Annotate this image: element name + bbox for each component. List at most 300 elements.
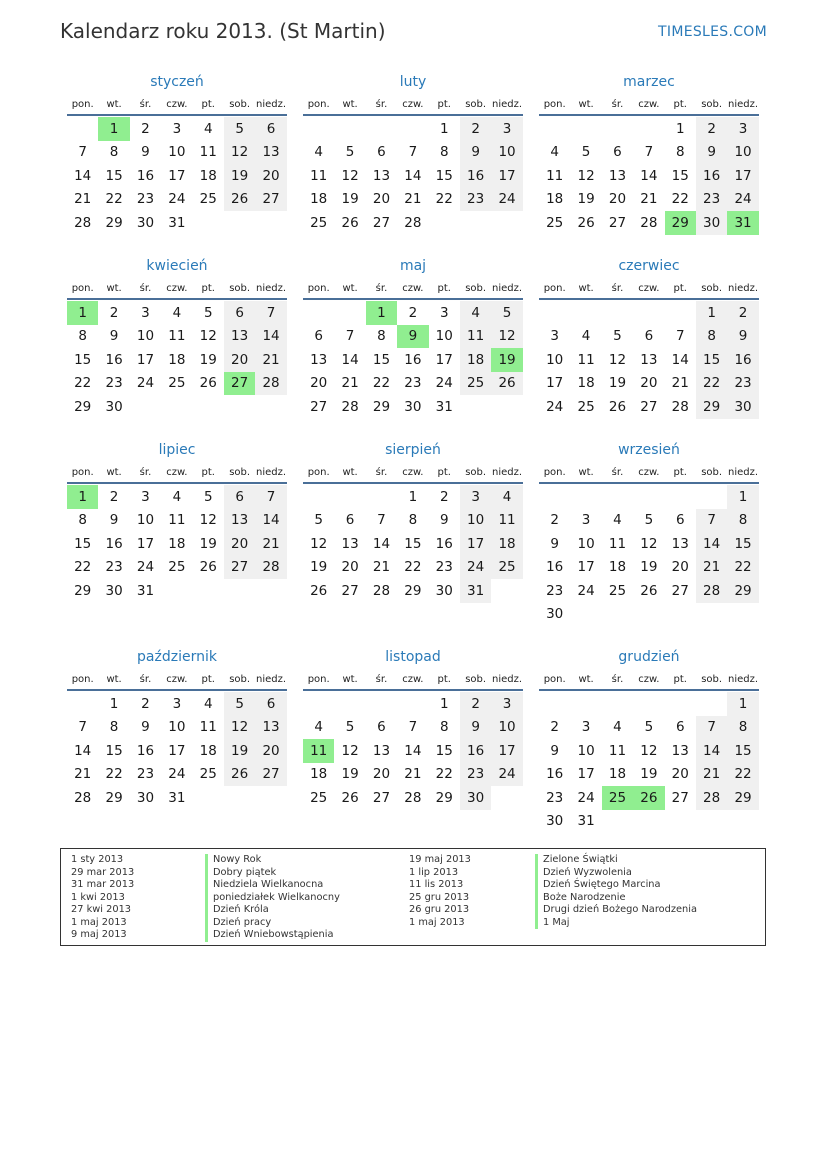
empty-cell bbox=[633, 301, 664, 325]
day-cell: 23 bbox=[460, 188, 491, 212]
day-cell: 25 bbox=[608, 582, 627, 599]
month-name: listopad bbox=[385, 649, 441, 665]
weekday-label: czw. bbox=[402, 674, 424, 685]
day-cell: 14 bbox=[696, 739, 727, 763]
day-cell: 6 bbox=[675, 512, 685, 529]
day-cell: 13 bbox=[671, 535, 689, 552]
day-cell: 23 bbox=[435, 559, 453, 576]
weekday-label: pon. bbox=[71, 674, 94, 685]
weekday-label: pon. bbox=[543, 674, 566, 685]
weekday-label: sob. bbox=[701, 467, 723, 478]
day-cell: 19 bbox=[199, 535, 217, 552]
day-cell: 18 bbox=[199, 742, 217, 759]
day-cell: 10 bbox=[168, 719, 186, 736]
day-cell: 18 bbox=[310, 191, 328, 208]
brand-link[interactable]: TIMESLES.COM bbox=[658, 24, 767, 40]
day-cell: 20 bbox=[640, 375, 658, 392]
day-cell: 7 bbox=[255, 301, 286, 325]
empty-cell bbox=[397, 117, 428, 141]
day-cell: 20 bbox=[310, 375, 328, 392]
day-cell: 21 bbox=[341, 375, 359, 392]
month-name: marzec bbox=[623, 74, 675, 90]
day-cell: 8 bbox=[439, 719, 449, 736]
empty-cell bbox=[633, 485, 664, 509]
month-name: październik bbox=[137, 649, 217, 665]
day-cell: 6 bbox=[377, 719, 386, 736]
empty-cell bbox=[366, 485, 397, 509]
empty-cell bbox=[602, 301, 633, 325]
empty-cell bbox=[570, 117, 601, 141]
weekday-label: czw. bbox=[638, 99, 660, 110]
day-cell: 29 bbox=[696, 395, 727, 419]
day-cell: 8 bbox=[78, 328, 87, 345]
day-cell: 13 bbox=[640, 351, 658, 368]
day-cell: 6 bbox=[255, 692, 286, 716]
day-cell: 2 bbox=[696, 117, 727, 141]
weekday-label: wt. bbox=[106, 99, 122, 110]
empty-cell bbox=[366, 117, 397, 141]
day-cell: 13 bbox=[372, 167, 391, 184]
day-cell: 24 bbox=[577, 789, 595, 806]
legend-date: 9 maj 2013 bbox=[71, 929, 127, 940]
day-cell: 31 bbox=[136, 582, 155, 599]
day-cell: 29 bbox=[372, 398, 391, 415]
day-cell: 13 bbox=[310, 351, 328, 368]
day-cell: 26 bbox=[577, 214, 595, 231]
day-cell: 19 bbox=[224, 739, 255, 763]
day-cell: 7 bbox=[408, 719, 418, 736]
day-cell: 21 bbox=[640, 191, 658, 208]
day-cell: 19 bbox=[199, 351, 217, 368]
weekday-label: śr. bbox=[139, 99, 152, 110]
empty-cell bbox=[303, 692, 334, 716]
weekday-header bbox=[303, 282, 523, 300]
day-cell: 4 bbox=[203, 120, 213, 137]
weekday-header bbox=[539, 98, 759, 116]
day-cell: 31 bbox=[460, 579, 491, 603]
legend-date: 1 maj 2013 bbox=[71, 916, 127, 928]
day-grid bbox=[303, 485, 523, 603]
day-cell: 9 bbox=[550, 535, 559, 552]
day-cell: 22 bbox=[727, 763, 758, 787]
day-cell: 17 bbox=[136, 351, 155, 368]
day-cell: 20 bbox=[341, 559, 359, 576]
legend-holiday-name: Dzień Króla bbox=[205, 904, 340, 917]
day-cell: 27 bbox=[224, 556, 255, 580]
day-cell: 6 bbox=[644, 328, 654, 345]
day-cell: 16 bbox=[435, 535, 453, 552]
empty-cell bbox=[633, 692, 664, 716]
day-cell: 17 bbox=[577, 559, 595, 576]
day-cell: 18 bbox=[168, 535, 186, 552]
day-grid bbox=[539, 301, 759, 419]
weekday-label: pt. bbox=[201, 99, 215, 110]
day-cell: 9 bbox=[696, 141, 727, 165]
weekday-header bbox=[539, 673, 759, 691]
day-cell: 3 bbox=[141, 304, 150, 321]
day-cell: 9 bbox=[141, 144, 150, 161]
day-cell: 19 bbox=[608, 375, 627, 392]
day-cell: 7 bbox=[78, 719, 87, 736]
day-cell: 3 bbox=[581, 512, 591, 529]
legend-holiday-name: Drugi dzień Bożego Narodzenia bbox=[535, 904, 697, 917]
day-cell: 10 bbox=[727, 141, 758, 165]
day-cell: 2 bbox=[460, 692, 491, 716]
day-cell: 12 bbox=[199, 328, 217, 345]
weekday-label: wt. bbox=[342, 674, 358, 685]
weekday-label: pt. bbox=[201, 674, 215, 685]
weekday-label: wt. bbox=[578, 283, 594, 294]
day-cell: 21 bbox=[696, 763, 727, 787]
day-cell: 2 bbox=[141, 120, 150, 137]
day-cell: 16 bbox=[404, 351, 422, 368]
day-cell: 23 bbox=[546, 582, 564, 599]
weekday-label: pon. bbox=[307, 99, 330, 110]
day-cell: 8 bbox=[727, 716, 758, 740]
weekday-label: czw. bbox=[638, 283, 660, 294]
holiday-cell: 31 bbox=[727, 211, 758, 235]
day-cell: 14 bbox=[640, 167, 658, 184]
month-0 bbox=[67, 70, 287, 235]
day-cell: 12 bbox=[491, 325, 522, 349]
day-cell: 23 bbox=[105, 559, 123, 576]
day-cell: 22 bbox=[105, 766, 123, 783]
day-cell: 3 bbox=[172, 120, 182, 137]
legend-dates-left bbox=[71, 854, 134, 942]
day-cell: 8 bbox=[377, 328, 386, 345]
day-cell: 14 bbox=[696, 532, 727, 556]
day-cell: 13 bbox=[255, 141, 286, 165]
day-cell: 15 bbox=[435, 742, 453, 759]
day-cell: 9 bbox=[109, 328, 119, 345]
empty-cell bbox=[696, 485, 727, 509]
day-cell: 1 bbox=[109, 695, 119, 712]
weekday-label: wt. bbox=[342, 99, 358, 110]
day-cell: 5 bbox=[644, 512, 654, 529]
day-cell: 12 bbox=[199, 512, 217, 529]
day-cell: 13 bbox=[224, 509, 255, 533]
day-cell: 4 bbox=[613, 512, 622, 529]
day-cell: 9 bbox=[550, 742, 559, 759]
day-cell: 23 bbox=[136, 766, 155, 783]
day-cell: 21 bbox=[696, 556, 727, 580]
day-cell: 6 bbox=[255, 117, 286, 141]
day-cell: 25 bbox=[199, 766, 217, 783]
day-cell: 10 bbox=[460, 509, 491, 533]
day-cell: 5 bbox=[224, 117, 255, 141]
day-cell: 12 bbox=[224, 716, 255, 740]
day-cell: 9 bbox=[727, 325, 758, 349]
weekday-label: śr. bbox=[611, 283, 624, 294]
day-cell: 25 bbox=[199, 191, 217, 208]
weekday-label: pon. bbox=[71, 99, 94, 110]
day-cell: 10 bbox=[435, 328, 453, 345]
day-cell: 7 bbox=[696, 509, 727, 533]
day-cell: 24 bbox=[491, 763, 522, 787]
day-cell: 2 bbox=[727, 301, 758, 325]
weekday-header bbox=[67, 98, 287, 116]
weekday-label: śr. bbox=[375, 283, 388, 294]
day-cell: 30 bbox=[727, 395, 758, 419]
day-cell: 6 bbox=[613, 144, 622, 161]
day-cell: 3 bbox=[172, 695, 182, 712]
empty-cell bbox=[539, 117, 570, 141]
day-cell: 24 bbox=[168, 766, 186, 783]
legend-holiday-name: Zielone Świątki bbox=[535, 854, 697, 867]
day-cell: 20 bbox=[671, 766, 689, 783]
day-cell: 4 bbox=[550, 144, 559, 161]
weekday-label: niedz. bbox=[728, 674, 759, 685]
day-cell: 1 bbox=[727, 692, 758, 716]
day-cell: 15 bbox=[727, 739, 758, 763]
day-cell: 14 bbox=[74, 167, 92, 184]
day-cell: 11 bbox=[310, 167, 328, 184]
day-cell: 24 bbox=[136, 375, 155, 392]
holiday-cell: 26 bbox=[633, 786, 664, 810]
weekday-label: pt. bbox=[437, 467, 451, 478]
day-cell: 30 bbox=[435, 582, 453, 599]
day-cell: 24 bbox=[460, 556, 491, 580]
legend-date: 1 lip 2013 bbox=[409, 866, 459, 878]
legend-holiday-name: Dobry piątek bbox=[205, 867, 340, 880]
day-cell: 4 bbox=[314, 144, 323, 161]
month-2 bbox=[539, 70, 759, 235]
day-cell: 23 bbox=[696, 188, 727, 212]
day-cell: 29 bbox=[74, 398, 92, 415]
day-cell: 12 bbox=[608, 351, 627, 368]
weekday-label: sob. bbox=[465, 283, 487, 294]
weekday-header bbox=[67, 282, 287, 300]
day-cell: 16 bbox=[460, 739, 491, 763]
day-cell: 8 bbox=[675, 144, 685, 161]
holiday-cell: 25 bbox=[602, 786, 633, 810]
day-cell: 12 bbox=[224, 141, 255, 165]
weekday-label: czw. bbox=[638, 467, 660, 478]
day-cell: 23 bbox=[460, 763, 491, 787]
day-cell: 28 bbox=[74, 789, 92, 806]
weekday-label: czw. bbox=[638, 674, 660, 685]
day-cell: 15 bbox=[404, 535, 422, 552]
day-cell: 14 bbox=[255, 509, 286, 533]
day-cell: 28 bbox=[255, 372, 286, 396]
day-cell: 27 bbox=[671, 582, 689, 599]
day-cell: 23 bbox=[136, 191, 155, 208]
day-cell: 1 bbox=[696, 301, 727, 325]
day-cell: 19 bbox=[224, 164, 255, 188]
weekday-label: czw. bbox=[166, 674, 188, 685]
weekday-header bbox=[303, 673, 523, 691]
day-cell: 12 bbox=[640, 535, 658, 552]
day-cell: 27 bbox=[255, 188, 286, 212]
day-cell: 1 bbox=[439, 695, 449, 712]
day-cell: 25 bbox=[168, 559, 186, 576]
day-cell: 28 bbox=[696, 786, 727, 810]
day-cell: 5 bbox=[345, 719, 355, 736]
page-title: Kalendarz roku 2013. (St Martin) bbox=[60, 19, 386, 43]
day-cell: 17 bbox=[491, 739, 522, 763]
day-grid bbox=[303, 692, 523, 810]
month-name: wrzesień bbox=[618, 442, 680, 458]
legend-holiday-name: Dzień Wniebowstąpienia bbox=[205, 929, 340, 942]
weekday-label: śr. bbox=[375, 99, 388, 110]
day-grid bbox=[539, 485, 759, 626]
day-cell: 30 bbox=[460, 786, 491, 810]
day-cell: 27 bbox=[255, 763, 286, 787]
day-cell: 28 bbox=[255, 556, 286, 580]
day-cell: 17 bbox=[546, 375, 564, 392]
weekday-label: śr. bbox=[139, 674, 152, 685]
day-cell: 15 bbox=[435, 167, 453, 184]
day-cell: 29 bbox=[105, 214, 123, 231]
weekday-label: pon. bbox=[71, 467, 94, 478]
month-1 bbox=[303, 70, 523, 235]
weekday-label: sob. bbox=[465, 467, 487, 478]
empty-cell bbox=[366, 692, 397, 716]
day-cell: 8 bbox=[109, 144, 119, 161]
day-cell: 18 bbox=[168, 351, 186, 368]
weekday-label: wt. bbox=[342, 283, 358, 294]
weekday-label: pt. bbox=[673, 674, 687, 685]
day-cell: 2 bbox=[550, 719, 559, 736]
weekday-label: pt. bbox=[437, 283, 451, 294]
day-cell: 6 bbox=[314, 328, 323, 345]
day-cell: 29 bbox=[727, 579, 758, 603]
day-cell: 16 bbox=[136, 742, 155, 759]
day-cell: 30 bbox=[136, 789, 155, 806]
weekday-label: pon. bbox=[543, 99, 566, 110]
legend-holiday-name: 1 Maj bbox=[535, 917, 697, 930]
day-cell: 6 bbox=[377, 144, 386, 161]
day-grid bbox=[67, 117, 287, 235]
day-cell: 29 bbox=[435, 789, 453, 806]
day-cell: 24 bbox=[435, 375, 453, 392]
empty-cell bbox=[397, 692, 428, 716]
day-cell: 23 bbox=[105, 375, 123, 392]
legend-holiday-name: Nowy Rok bbox=[205, 854, 340, 867]
weekday-header bbox=[303, 466, 523, 484]
day-cell: 31 bbox=[435, 398, 453, 415]
day-cell: 17 bbox=[168, 167, 186, 184]
holiday-cell: 1 bbox=[67, 485, 98, 509]
day-cell: 1 bbox=[675, 120, 685, 137]
day-cell: 1 bbox=[727, 485, 758, 509]
day-cell: 8 bbox=[109, 719, 119, 736]
day-cell: 15 bbox=[696, 348, 727, 372]
legend-holiday-name: Dzień Świętego Marcina bbox=[535, 879, 697, 892]
weekday-label: niedz. bbox=[256, 467, 287, 478]
day-cell: 19 bbox=[577, 191, 595, 208]
weekday-label: niedz. bbox=[256, 99, 287, 110]
day-cell: 29 bbox=[105, 789, 123, 806]
weekday-label: czw. bbox=[402, 283, 424, 294]
day-grid bbox=[67, 692, 287, 810]
weekday-header bbox=[67, 673, 287, 691]
day-cell: 21 bbox=[404, 766, 422, 783]
empty-cell bbox=[334, 692, 365, 716]
day-cell: 3 bbox=[727, 117, 758, 141]
weekday-label: pon. bbox=[543, 283, 566, 294]
day-cell: 16 bbox=[105, 535, 123, 552]
legend-date: 11 lis 2013 bbox=[409, 879, 464, 890]
day-cell: 24 bbox=[136, 559, 155, 576]
holiday-cell: 29 bbox=[665, 211, 696, 235]
weekday-header bbox=[67, 466, 287, 484]
day-cell: 5 bbox=[491, 301, 522, 325]
day-cell: 10 bbox=[491, 716, 522, 740]
day-cell: 22 bbox=[105, 191, 123, 208]
day-cell: 12 bbox=[310, 535, 328, 552]
day-cell: 22 bbox=[372, 375, 391, 392]
empty-cell bbox=[570, 485, 601, 509]
day-cell: 17 bbox=[577, 766, 595, 783]
day-cell: 5 bbox=[345, 144, 355, 161]
day-cell: 10 bbox=[546, 351, 564, 368]
legend-dates-right bbox=[409, 854, 471, 929]
month-9 bbox=[67, 645, 287, 810]
day-cell: 2 bbox=[408, 304, 418, 321]
day-cell: 5 bbox=[644, 719, 654, 736]
weekday-label: niedz. bbox=[728, 467, 759, 478]
empty-cell bbox=[633, 117, 664, 141]
day-cell: 14 bbox=[74, 742, 92, 759]
weekday-label: wt. bbox=[106, 283, 122, 294]
holiday-cell: 27 bbox=[224, 372, 255, 396]
weekday-label: czw. bbox=[402, 467, 424, 478]
day-cell: 19 bbox=[640, 766, 658, 783]
day-cell: 16 bbox=[727, 348, 758, 372]
day-cell: 22 bbox=[727, 556, 758, 580]
weekday-label: niedz. bbox=[256, 283, 287, 294]
day-cell: 4 bbox=[581, 328, 591, 345]
day-grid bbox=[539, 692, 759, 833]
day-cell: 2 bbox=[550, 512, 559, 529]
holiday-cell: 1 bbox=[98, 117, 129, 141]
empty-cell bbox=[570, 301, 601, 325]
day-cell: 4 bbox=[172, 304, 182, 321]
day-cell: 25 bbox=[577, 398, 595, 415]
legend-date: 1 sty 2013 bbox=[71, 854, 124, 865]
day-cell: 17 bbox=[727, 164, 758, 188]
weekday-label: śr. bbox=[611, 674, 624, 685]
day-grid bbox=[67, 301, 287, 419]
empty-cell bbox=[334, 117, 365, 141]
day-cell: 28 bbox=[640, 214, 658, 231]
day-cell: 21 bbox=[255, 532, 286, 556]
legend-holiday-name: Niedziela Wielkanocna bbox=[205, 879, 340, 892]
day-cell: 16 bbox=[105, 351, 123, 368]
month-3 bbox=[67, 254, 287, 419]
day-cell: 1 bbox=[439, 120, 449, 137]
day-cell: 5 bbox=[224, 692, 255, 716]
day-cell: 26 bbox=[608, 398, 627, 415]
day-cell: 11 bbox=[168, 512, 186, 529]
day-cell: 3 bbox=[460, 485, 491, 509]
weekday-label: niedz. bbox=[728, 99, 759, 110]
day-cell: 11 bbox=[546, 167, 564, 184]
day-cell: 9 bbox=[439, 512, 449, 529]
day-cell: 21 bbox=[255, 348, 286, 372]
day-cell: 4 bbox=[613, 719, 622, 736]
day-cell: 7 bbox=[644, 144, 654, 161]
day-cell: 27 bbox=[640, 398, 658, 415]
day-cell: 28 bbox=[404, 214, 422, 231]
day-cell: 20 bbox=[608, 191, 627, 208]
day-cell: 26 bbox=[199, 375, 217, 392]
day-cell: 25 bbox=[460, 372, 491, 396]
day-cell: 23 bbox=[546, 789, 564, 806]
day-cell: 7 bbox=[377, 512, 386, 529]
weekday-label: wt. bbox=[106, 674, 122, 685]
